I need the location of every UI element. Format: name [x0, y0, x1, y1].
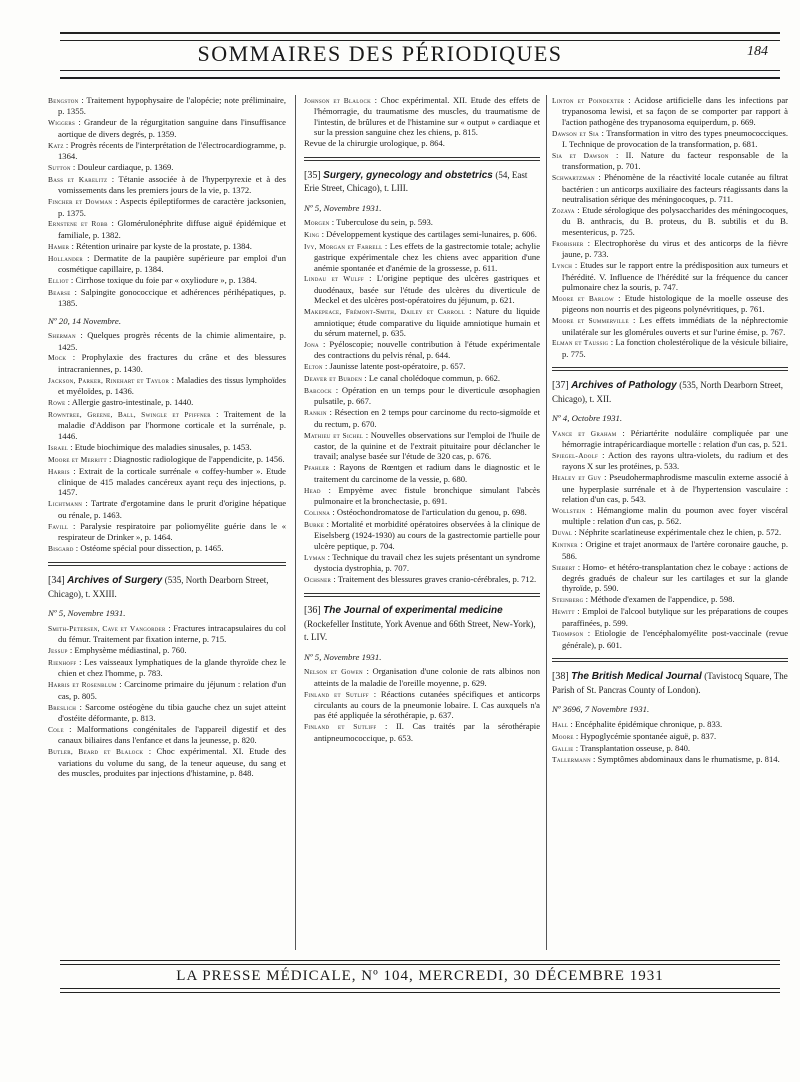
entry-text: Méthode d'examen de l'appendice, p. 598. — [590, 594, 735, 605]
summary-entry: Bearse : Salpingite gonococcique et adhérences périhépatiques, p. 1385. — [48, 286, 286, 309]
entry-text: Douleur cardiaque, p. 1369. — [77, 161, 174, 172]
entry-authors: Ivy, Morgan et Farrell — [304, 241, 383, 251]
entry-text: Traitement des blessures graves cranio-cérébrales, p. 712. — [337, 573, 537, 584]
issue-heading: Nº 5, Novembre 1931. — [304, 202, 382, 213]
entry-text: Traitement de la maladie d'Addison par l'hormone corticale et la surrénale, p. 1446. — [58, 408, 286, 441]
entry-authors: Thompson — [552, 629, 584, 639]
journal-address: (Tavistocq Square, The Parish of St. Pancras County of London). — [552, 671, 788, 695]
footer-rule-bottom — [60, 988, 780, 993]
entry-authors: Linton et Poindexter — [552, 96, 625, 105]
entry-text: Jaunisse latente post-opératoire, p. 657. — [329, 361, 466, 372]
entry-authors: Wollstein — [552, 506, 586, 515]
summary-entry: Favill : Paralysie respiratoire par poliomyélite guérie dans le « respirateur de Drinker », p. 1464. — [48, 520, 286, 542]
entry-authors: Cole — [48, 724, 64, 734]
entry-text: Les vaisseaux lymphatiques de la glande thyroïde chez le chien et chez l'homme, p. 783. — [58, 656, 286, 679]
entry-text: Progrès récents de l'interprétation de l'électrocardiogramme, p. 1364. — [58, 139, 286, 162]
column-3 — [552, 95, 788, 950]
summary-entry: Hollander : Dermatite de la paupière supérieure par emploi d'un cosmétique capillaire, p. 1384. — [48, 252, 286, 275]
entry-authors: Ernstene et Robb — [48, 219, 108, 229]
entry-authors: Zozaya — [552, 206, 575, 216]
entry-authors: Moore — [552, 731, 574, 741]
column-2 — [304, 95, 540, 950]
entry-authors: Wiggers — [48, 118, 76, 128]
summary-entry: King : Développement kystique des cartilages semi-lunaires, p. 606. — [304, 228, 537, 239]
summary-entry: Harris : Extrait de la corticale surrénale « coffey-humber ». Etude clinique de 415 malades cancéreux ayant reçu des injections, p. 1457. — [48, 465, 286, 498]
entry-text: Sarcome ostéogène du tibia gauche chez un sujet atteint d'ostéite déformante, p. 813. — [58, 701, 286, 723]
summary-entry: Smith-Petersen, Cave et Vangorder : Fractures intracapsulaires du col du fémur. Traitement par fixation interne, p. 715. — [48, 622, 286, 645]
summary-entry: Rowe : Allergie gastro-intestinale, p. 1440. — [48, 397, 194, 408]
entry-text: Hémangiome malin du poumon avec foyer viscéral multiple : relation d'un cas, p. 562. — [562, 505, 788, 527]
column-divider — [546, 95, 547, 950]
journal-number: [38] — [552, 671, 569, 683]
entry-text: Technique du travail chez les sujets présentant un syndrome dystocia dystrophia, p. 707. — [314, 551, 540, 574]
summary-entry: Jona : Pyéloscopie; nouvelle contribution à l'étude expérimentale des contractions du pelvis rénal, p. 644. — [304, 338, 540, 361]
entry-authors: Makepeace, Frémont-Smith, Dailey et Carroll — [304, 307, 465, 317]
entry-text: Développement kystique des cartilages semi-lunaires, p. 606. — [326, 228, 537, 239]
journal-address: (535, North Dearborn Street, Chicago), t. XXIII. — [48, 575, 269, 599]
entry-text: Mortalité et morbidité opératoires observées à la clinique de Eiselsberg (1924-1930) au cours de la gastrectomie partielle pour ulcère peptique, p. 704. — [314, 518, 540, 551]
entry-text: Extrait de la corticale surrénale « coffey-humber ». Etude clinique de 415 malades cancéreux ayant reçu des injections, p. 1457. — [58, 465, 286, 498]
journal-heading — [304, 605, 540, 645]
issue-heading: Nº 5, Novembre 1931. — [304, 651, 382, 662]
entry-authors: Dawson et Sia — [552, 128, 600, 138]
summary-entry: Harris et Rosenblum : Carcinome primaire du jéjunum : relation d'un cas, p. 805. — [48, 679, 286, 701]
summary-entry: Lichtmann : Tartrate d'ergotamine dans le prurit d'origine hépatique ou rénale, p. 1463. — [48, 498, 286, 520]
entry-authors: Schwartzman — [552, 173, 595, 183]
page-title: SOMMAIRES DES PÉRIODIQUES — [197, 41, 563, 66]
summary-entry: Sia et Dawson : II. Nature du facteur responsable de la transformation, p. 701. — [552, 150, 788, 172]
summary-entry: Hamer : Rétention urinaire par kyste de la prostate, p. 1384. — [48, 240, 252, 251]
summary-entry: Elliot : Cirrhose toxique du foie par « oxyliodure », p. 1384. — [48, 275, 257, 285]
journal-title: Archives of Pathology — [571, 380, 677, 392]
journal-number: [34] — [48, 575, 65, 587]
summary-entry: Head : Empyème avec fistule bronchique simulant l'abcès pulmonaire et la bronchectasie, p. 691. — [304, 484, 540, 507]
summary-entry: Pfahler : Rayons de Rœntgen et radium dans le diagnostic et le traitement du carcinome de la vessie, p. 680. — [304, 462, 540, 484]
entry-authors: Sia et Dawson — [552, 151, 609, 161]
entry-authors: Breslich — [48, 702, 77, 712]
summary-entry: Hall : Encéphalite épidémique chronique, p. 833. — [552, 718, 723, 729]
entry-authors: Gallie — [552, 743, 574, 753]
summary-entry: Rienhoff : Les vaisseaux lymphatiques de la glande thyroïde chez le chien et chez l'homme, p. 783. — [48, 656, 286, 679]
entry-authors: Smith-Petersen, Cave et Vangorder — [48, 623, 166, 633]
entry-authors: Jona — [304, 339, 319, 349]
summary-entry: Spiegel-Adolf : Action des rayons ultra-violets, du radium et des rayons X sur les protéines, p. 533. — [552, 449, 788, 472]
section-rule — [552, 367, 788, 371]
entry-text: Grandeur de la régurgitation sanguine dans l'insuffisance aortique de divers degrés, p. 1359. — [58, 117, 286, 139]
entry-authors: Johnson et Blalock — [304, 96, 372, 105]
summary-entry: Elton : Jaunisse latente post-opératoire, p. 657. — [304, 361, 466, 372]
entry-text: Réactions cutanées spécifiques et anticorps circulants au cours de la pneumonie lobaire. I. Cas auxquels n'a pas été appliquée la sérothérapie, p. 637. — [314, 688, 540, 721]
summary-entry: Rankin : Résection en 2 temps pour carcinome du recto-sigmoïde et du rectum, p. 670. — [304, 407, 540, 429]
entry-text: Quelques progrès récents de la chimie alimentaire, p. 1425. — [58, 330, 286, 352]
entry-text: Empyème avec fistule bronchique simulant l'abcès pulmonaire et la bronchectasie, p. 691. — [314, 484, 540, 507]
entry-authors: Lindau et Wulff — [304, 274, 364, 284]
summary-entry: Dawson et Sia : Transformation in vitro des types pneumococciques. I. Technique de provocation de la transformation, p. 681. — [552, 127, 788, 150]
summary-entry: Steinberg : Méthode d'examen de l'appendice, p. 598. — [552, 594, 735, 605]
entry-authors: Sherman — [48, 331, 76, 341]
entry-authors: Sutton — [48, 162, 71, 172]
summary-entry: Healey et Guy : Pseudohermaphrodisme masculin externe associé à une hyperplasie surrénale et à de l'hypertension vasculaire : relation d'un cas, p. 543. — [552, 472, 788, 505]
summary-entry: Siebert : Homo- et hétéro-transplantation chez le cobaye : actions de degrés gradués de chaleur sur les cartilages et sur la glande thyroïde, p. 590. — [552, 561, 788, 594]
entry-text: Malformations congénitales de l'appareil digestif et des canaux biliaires dans l'enfance et dans la jeunesse, p. 820. — [58, 723, 286, 746]
entry-text: Symptômes abdominaux dans le rhumatisme, p. 814. — [597, 754, 780, 765]
entry-authors: Mock — [48, 353, 67, 363]
section-rule — [48, 562, 286, 566]
summary-entry: Fincher et Dowman : Aspects épileptiformes de caractère jacksonien, p. 1375. — [48, 196, 286, 218]
issue-heading: Nº 4, Octobre 1931. — [552, 413, 623, 424]
summary-entry: Gallie : Transplantation osseuse, p. 840. — [552, 742, 691, 753]
summary-entry: Jackson, Parker, Rinehart et Taylor : Maladies des tissus lymphoïdes et myéloïdes, p. 1436. — [48, 374, 286, 397]
entry-text: Ostéome spécial pour dissection, p. 1465. — [80, 542, 224, 553]
entry-authors: Rienhoff — [48, 657, 77, 667]
entry-authors: Rowntree, Greene, Ball, Swingle et Pfiffner — [48, 409, 211, 419]
issue-heading: Nº 3696, 7 Novembre 1931. — [552, 704, 650, 715]
summary-entry: Sherman : Quelques progrès récents de la chimie alimentaire, p. 1425. — [48, 330, 286, 352]
summary-entry: Breslich : Sarcome ostéogène du tibia gauche chez un sujet atteint d'ostéite déformante, p. 813. — [48, 701, 286, 723]
summary-entry: Finland et Sutliff : II. Cas traités par la sérothérapie antipneumococcique, p. 653. — [304, 721, 540, 743]
entry-authors: Hewitt — [552, 607, 575, 617]
journal-heading — [304, 169, 540, 196]
summary-entry: Rowntree, Greene, Ball, Swingle et Pfiffner : Traitement de la maladie d'Addison par l'hormone corticale et la surrénale, p. 1446. — [48, 408, 286, 441]
summary-entry: Moore et Barlow : Etude histologique de la moelle osseuse des pigeons non nourris et des pigeons polynévritiques, p. 761. — [552, 292, 788, 315]
entry-text: Nature du liquide amniotique; étude comparative du liquide amniotique humain et du sérum maternel, p. 635. — [314, 306, 540, 338]
entry-text: Néphrite scarlatineuse expérimentale chez le chien, p. 572. — [578, 527, 782, 538]
summary-entry: Finland et Sutliff : Réactions cutanées spécifiques et anticorps circulants au cours de la pneumonie lobaire. I. Cas auxquels n'a pas été appliquée la sérothérapie, p. 637. — [304, 688, 540, 721]
entry-text: Etude sérologique des polysaccharides des méningocoques, du B. anthracis, du B. proteus, du B. subtilis et du B. mesentericus, p. 725. — [562, 205, 788, 237]
entry-text: L'origine peptique des ulcères gastriques et duodénaux, basée sur l'étude des ulcères du diverticule de Meckel et des ulcères post-opératoires du jéjunum, p. 621. — [314, 273, 540, 306]
entry-text: Tartrate d'ergotamine dans le prurit d'origine hépatique ou rénale, p. 1463. — [58, 498, 286, 520]
entry-text: Glomérulonéphrite diffuse aiguë épidémique et familiale, p. 1382. — [58, 218, 286, 240]
entry-text: Les effets de la gastrectomie totale; achylie gastrique expérimentale chez les chiens avec apparition d'une anémie spontanée et d'anémie de la grossesse, p. 611. — [314, 240, 540, 273]
summary-entry: Wollstein : Hémangiome malin du poumon avec foyer viscéral multiple : relation d'un cas, p. 562. — [552, 505, 788, 527]
entry-text: Revue de la chirurgie urologique, p. 864. — [304, 138, 445, 149]
entry-text: Electrophorèse du virus et des anticorps de la fièvre jaune, p. 733. — [562, 237, 788, 260]
summary-entry: Nelson et Gowen : Organisation d'une colonie de rats albinos non atteints de la maladie de l'oreille moyenne, p. 629. — [304, 666, 540, 688]
entry-text: Hypoglycémie spontanée aiguë, p. 837. — [580, 730, 717, 741]
entry-text: Transformation in vitro des types pneumococciques. I. Technique de provocation de la transformation, p. 681. — [562, 127, 788, 150]
entry-text: Opération en un temps pour le diverticule œsophagien pulsatile, p. 667. — [314, 385, 540, 407]
journal-title: The Journal of experimental medicine — [323, 605, 503, 617]
entry-authors: Lyman — [304, 552, 326, 562]
summary-entry: Elman et Taussig : La fonction cholestérolique de la vésicule biliaire, p. 775. — [552, 337, 788, 359]
journal-heading — [552, 379, 788, 406]
issue-heading: Nº 20, 14 Novembre. — [48, 315, 122, 326]
footer-rule-top — [60, 960, 780, 965]
entry-text: Choc expérimental. XII. Etude des effets de l'hémorragie, du traumatisme des muscles, du traumatisme de l'intestin, de brûlures et de l'histamine sur « output » cardiaque et sur la pression sanguine chez les chiens, p. 815. — [314, 95, 540, 138]
section-rule — [304, 593, 540, 597]
summary-entry: Katz : Progrès récents de l'interprétation de l'électrocardiogramme, p. 1364. — [48, 139, 286, 162]
entry-text: Encéphalite épidémique chronique, p. 833. — [574, 718, 723, 729]
journal-address: (54, East Erie Street, Chicago), t. LIII. — [304, 169, 528, 194]
entry-authors: Elton — [304, 362, 323, 372]
entry-authors: Moore et Summerville — [552, 316, 629, 326]
entry-text: Phénomène de la réactivité locale cutanée au filtrat bactérien : un anticorps auxiliaire des facteurs réagissants dans la neutralisation sérique des méningocoques, p. 711. — [562, 172, 788, 205]
entry-authors: Bengston — [48, 96, 79, 105]
entry-authors: Head — [304, 485, 321, 495]
entry-text: Traitement hypophysaire de l'alopécie; note préliminaire, p. 1355. — [58, 95, 286, 117]
header-rule-bottom — [60, 70, 780, 79]
entry-text: Prophylaxie des fractures du crâne et des blessures intracraniennes, p. 1430. — [58, 352, 286, 374]
entry-text: Action des rayons ultra-violets, du radium et des rayons X sur les protéines, p. 533. — [562, 449, 788, 472]
entry-authors: Lichtmann — [48, 499, 83, 509]
journal-heading — [48, 574, 286, 601]
summary-entry: Ivy, Morgan et Farrell : Les effets de la gastrectomie totale; achylie gastrique expérimentale chez les chiens avec apparition d'une anémie spontanée et d'anémie de la grossesse, p. 611. — [304, 240, 540, 273]
summary-entry: Moore et Summerville : Les effets immédiats de la néphrectomie unilatérale sur les glomérules ouverts et sur l'urine émise, p. 767. — [552, 315, 788, 337]
section-rule — [552, 658, 788, 662]
footer-title: LA PRESSE MÉDICALE, Nº 104, MERCREDI, 30 DÉCEMBRE 1931 — [176, 968, 664, 984]
entry-authors: Harris et Rosenblum — [48, 680, 117, 690]
entry-text: Etude biochimique des maladies sinusales, p. 1453. — [74, 441, 252, 452]
entry-authors: Deaver et Burden — [304, 374, 363, 384]
entry-text: Acidose artificielle dans les infections par trypanosoma lewisi, et sa façon de se comporter par rapport à l'action pathogène des trypanosoma equiperdum, p. 669. — [562, 95, 788, 127]
summary-entry: Jessup : Emphysème médiastinal, p. 760. — [48, 644, 187, 655]
summary-entry: Makepeace, Frémont-Smith, Dailey et Carroll : Nature du liquide amniotique; étude comparative du liquide amniotique humain et du sérum maternel, p. 635. — [304, 306, 540, 338]
entry-authors: Fincher et Dowman — [48, 197, 113, 207]
entry-text: Salpingite gonococcique et adhérences périhépatiques, p. 1385. — [58, 286, 286, 309]
entry-authors: Rankin — [304, 408, 327, 418]
entry-text: Etude histologique de la moelle osseuse des pigeons non nourris et des pigeons polynévritiques, p. 761. — [562, 292, 788, 315]
summary-entry: Lyman : Technique du travail chez les sujets présentant un syndrome dystocia dystrophia, p. 707. — [304, 551, 540, 574]
summary-entry: Mathieu et Sichel : Nouvelles observations sur l'emploi de l'huile de castor, de la quinine et de l'extrait pituitaire pour déclancher le travail; analyse basée sur l'étude de 320 cas, p. 676. — [304, 429, 540, 462]
entry-authors: Ochsner — [304, 574, 332, 584]
entry-authors: Nelson et Gowen — [304, 667, 363, 677]
entry-text: Rayons de Rœntgen et radium dans le diagnostic et le traitement du carcinome de la vessie, p. 680. — [314, 462, 540, 484]
entry-text: II. Cas traités par la sérothérapie antipneumococcique, p. 653. — [314, 721, 540, 743]
entry-text: La fonction cholestérolique de la vésicule biliaire, p. 775. — [562, 337, 788, 359]
entry-authors: Mathieu et Sichel — [304, 430, 364, 440]
entry-authors: Bass et Karelitz — [48, 174, 108, 184]
entry-text: Allergie gastro-intestinale, p. 1440. — [71, 397, 194, 408]
entry-authors: Lynch — [552, 261, 573, 271]
summary-entry: Wiggers : Grandeur de la régurgitation sanguine dans l'insuffisance aortique de divers degrés, p. 1359. — [48, 117, 286, 139]
journal-title: The British Medical Journal — [571, 671, 702, 683]
summary-entry: Burke : Mortalité et morbidité opératoires observées à la clinique de Eiselsberg (1924-1930) au cours de la gastrectomie partielle pour ulcère peptique, p. 704. — [304, 518, 540, 551]
entry-text: Aspects épileptiformes de caractère jacksonien, p. 1375. — [58, 196, 286, 218]
summary-entry: Ernstene et Robb : Glomérulonéphrite diffuse aiguë épidémique et familiale, p. 1382. — [48, 218, 286, 240]
entry-text: Organisation d'une colonie de rats albinos non atteints de la maladie de l'oreille moyenne, p. 629. — [314, 666, 540, 688]
entry-text: Nouvelles observations sur l'emploi de l'huile de castor, de la quinine et de l'extrait pituitaire pour déclancher le travail; analyse basée sur l'étude de 320 cas, p. 676. — [314, 429, 540, 462]
entry-authors: Kintner — [552, 540, 578, 550]
entry-text: Maladies des tissus lymphoïdes et myéloïdes, p. 1436. — [58, 374, 286, 397]
summary-entry: Thompson : Etiologie de l'encéphalomyélite post-vaccinale (revue générale), p. 601. — [552, 628, 788, 650]
entry-authors: Hollander — [48, 253, 83, 263]
summary-entry: Kintner : Origine et trajet anormaux de l'artère coronaire gauche, p. 586. — [552, 539, 788, 561]
entry-authors: Israel — [48, 442, 69, 452]
entry-authors: Vance et Graham — [552, 428, 617, 438]
entry-authors: Moore et Barlow — [552, 293, 614, 303]
journal-address: (535, North Dearborn Street, Chicago), t. XII. — [552, 380, 783, 404]
journal-address: (Rockefeller Institute, York Avenue and 66th Street, New-York), t. LIV. — [304, 618, 536, 643]
page-number: 184 — [747, 44, 768, 59]
entry-text: Transplantation osseuse, p. 840. — [580, 742, 691, 753]
summary-entry: Bengston : Traitement hypophysaire de l'alopécie; note préliminaire, p. 1355. — [48, 95, 286, 117]
entry-authors: Babcock — [304, 386, 332, 396]
summary-entry: Hewitt : Emploi de l'alcool butylique sur les préparations de coupes paraffinées, p. 599. — [552, 606, 788, 628]
summary-entry — [304, 138, 540, 148]
entry-authors: Finland et Sutliff — [304, 689, 369, 699]
summary-entry: Tallermann : Symptômes abdominaux dans le rhumatisme, p. 814. — [552, 754, 780, 765]
entry-text: Homo- et hétéro-transplantation chez le cobaye : actions de degrés gradués de chaleur sur les cartilages et sur la glande thyroïde, p. 590. — [562, 561, 788, 594]
journal-title: Archives of Surgery — [67, 575, 163, 587]
entry-text: Origine et trajet anormaux de l'artère coronaire gauche, p. 586. — [562, 539, 788, 561]
entry-authors: Hamer — [48, 241, 70, 251]
entry-authors: Frobisher — [552, 238, 584, 248]
entry-authors: Butler, Beard et Blalock — [48, 747, 144, 757]
entry-text: Paralysie respiratoire par poliomyélite guérie dans le « respirateur de Drinker », p. 1464. — [58, 520, 286, 542]
column-1 — [48, 95, 286, 950]
entry-authors: Pfahler — [304, 463, 330, 473]
entry-text: Fractures intracapsulaires du col du fémur. Traitement par fixation interne, p. 715. — [58, 622, 286, 645]
summary-entry: Linton et Poindexter : Acidose artificielle dans les infections par trypanosoma lewisi, et sa façon de se comporter par rapport à l'action pathogène des trypanosoma equiperdum, p. 669. — [552, 95, 788, 127]
summary-entry: Babcock : Opération en un temps pour le diverticule œsophagien pulsatile, p. 667. — [304, 385, 540, 407]
entry-authors: King — [304, 229, 320, 239]
summary-entry: Duval : Néphrite scarlatineuse expérimentale chez le chien, p. 572. — [552, 527, 782, 538]
entry-authors: Harris — [48, 466, 70, 476]
entry-text: Emploi de l'alcool butylique sur les préparations de coupes paraffinées, p. 599. — [562, 606, 788, 628]
entry-text: Carcinome primaire du jéjunum : relation d'un cas, p. 805. — [58, 679, 286, 701]
summary-entry: Bass et Karelitz : Tétanie associée à de l'hyperpyrexie et à des vomissements dans les premiers jours de la vie, p. 1372. — [48, 173, 286, 196]
entry-authors: Steinberg — [552, 595, 584, 605]
entry-text: Pyéloscopie; nouvelle contribution à l'étude expérimentale des contractions du pelvis rénal, p. 644. — [314, 338, 540, 361]
entry-authors: Burke — [304, 519, 325, 529]
entry-text: Etudes sur le rapport entre la prédisposition aux tumeurs et l'hérédité. V. Influence de l'hérédité sur la fréquence du cancer pulmonaire chez la souris, p. 747. — [562, 260, 788, 292]
column-divider — [295, 95, 296, 950]
entry-text: Les effets immédiats de la néphrectomie unilatérale sur les glomérules ouverts et sur l'urine émise, p. 767. — [562, 315, 788, 337]
entry-authors: Jessup — [48, 645, 68, 655]
summary-entry: Sutton : Douleur cardiaque, p. 1369. — [48, 161, 174, 172]
entry-authors: Elman et Taussig — [552, 338, 609, 348]
issue-heading: Nº 5, Novembre 1931. — [48, 608, 126, 619]
summary-entry: Frobisher : Electrophorèse du virus et des anticorps de la fièvre jaune, p. 733. — [552, 237, 788, 260]
summary-entry: Bisgard : Ostéome spécial pour dissection, p. 1465. — [48, 542, 224, 553]
entry-text: Résection en 2 temps pour carcinome du recto-sigmoïde et du rectum, p. 670. — [314, 407, 540, 429]
entry-text: Tuberculose du sein, p. 593. — [336, 216, 433, 227]
entry-text: Diagnostic radiologique de l'appendicite, p. 1456. — [113, 453, 285, 464]
section-rule — [304, 157, 540, 161]
summary-entry: Johnson et Blalock : Choc expérimental. XII. Etude des effets de l'hémorragie, du traumatisme des muscles, du traumatisme de l'intestin, de brûlures et de l'histamine sur « output » cardiaque et sur la pression sanguine chez les chiens, p. 815. — [304, 95, 540, 138]
entry-authors: Healey et Guy — [552, 473, 602, 483]
journal-number: [36] — [304, 605, 321, 617]
entry-text: Périartérite noduláire compliquée par une hémorragie intrapéricardiaque mortelle : relation d'un cas, p. 521. — [562, 427, 788, 450]
entry-authors: Rowe — [48, 398, 66, 408]
summary-entry: Deaver et Burden : Le canal cholédoque commun, p. 662. — [304, 373, 501, 384]
entry-text: II. Nature du facteur responsable de la transformation, p. 701. — [562, 150, 788, 172]
entry-authors: Elliot — [48, 276, 69, 285]
journal-number: [37] — [552, 380, 569, 392]
entry-authors: Favill — [48, 521, 69, 531]
journal-title: Surgery, gynecology and obstetrics — [323, 169, 493, 181]
entry-authors: Tallermann — [552, 755, 591, 765]
journal-number: [35] — [304, 169, 321, 181]
summary-entry: Vance et Graham : Périartérite noduláire compliquée par une hémorragie intrapéricardiaque mortelle : relation d'un cas, p. 521. — [552, 427, 788, 450]
entry-authors: Colinna — [304, 508, 331, 517]
entry-text: Ostéochondromatose de l'articulation du genou, p. 698. — [336, 507, 527, 517]
entry-authors: Spiegel-Adolf — [552, 450, 599, 460]
entry-authors: Hall — [552, 719, 569, 729]
entry-authors: Siebert — [552, 562, 576, 572]
entry-text: Etiologie de l'encéphalomyélite post-vaccinale (revue générale), p. 601. — [562, 628, 788, 650]
entry-authors: Bisgard — [48, 543, 74, 553]
summary-entry: Israel : Etude biochimique des maladies sinusales, p. 1453. — [48, 441, 252, 452]
entry-text: Emphysème médiastinal, p. 760. — [74, 644, 187, 655]
summary-entry: Zozaya : Etude sérologique des polysaccharides des méningocoques, du B. anthracis, du B. proteus, du B. subtilis et du B. mesentericus, p. 725. — [552, 205, 788, 237]
journal-heading — [552, 670, 788, 697]
entry-text: Pseudohermaphrodisme masculin externe associé à une hyperplasie surrénale et à de l'hypertension vasculaire : relation d'un cas, p. 543. — [562, 472, 788, 505]
entry-text: Tétanie associée à de l'hyperpyrexie et à des vomissements dans les premiers jours de la vie, p. 1372. — [58, 173, 286, 196]
summary-entry: Moore et Merritt : Diagnostic radiologique de l'appendicite, p. 1456. — [48, 453, 285, 464]
summary-entry: Mock : Prophylaxie des fractures du crâne et des blessures intracraniennes, p. 1430. — [48, 352, 286, 374]
entry-text: Dermatite de la paupière supérieure par emploi d'un cosmétique capillaire, p. 1384. — [58, 252, 286, 275]
summary-entry: Ochsner : Traitement des blessures graves cranio-cérébrales, p. 712. — [304, 573, 537, 584]
summary-entry: Colinna : Ostéochondromatose de l'articulation du genou, p. 698. — [304, 507, 527, 517]
summary-entry: Lynch : Etudes sur le rapport entre la prédisposition aux tumeurs et l'hérédité. V. Influence de l'hérédité sur la fréquence du cancer pulmonaire chez la souris, p. 747. — [552, 260, 788, 292]
entry-authors: Finland et Sutliff — [304, 722, 377, 732]
summary-entry: Cole : Malformations congénitales de l'appareil digestif et des canaux biliaires dans l'enfance et dans la jeunesse, p. 820. — [48, 723, 286, 746]
summary-entry: Schwartzman : Phénomène de la réactivité locale cutanée au filtrat bactérien : un anticorps auxiliaire des facteurs réagissants dans la neutralisation sérique des méningocoques, p. 711. — [552, 172, 788, 205]
entry-text: Rétention urinaire par kyste de la prostate, p. 1384. — [75, 240, 252, 251]
entry-text: Le canal cholédoque commun, p. 662. — [368, 373, 501, 384]
entry-authors: Jackson, Parker, Rinehart et Taylor — [48, 375, 170, 385]
summary-entry: Morgen : Tuberculose du sein, p. 593. — [304, 216, 433, 227]
entry-authors: Morgen — [304, 217, 330, 227]
summary-entry: Moore : Hypoglycémie spontanée aiguë, p. 837. — [552, 730, 717, 741]
entry-authors: Duval — [552, 528, 573, 538]
summary-entry: Lindau et Wulff : L'origine peptique des ulcères gastriques et duodénaux, basée sur l'étude des ulcères du diverticule de Meckel et des ulcères post-opératoires du jéjunum, p. 621. — [304, 273, 540, 306]
entry-authors: Moore et Merritt — [48, 454, 107, 464]
entry-authors: Katz — [48, 140, 64, 150]
entry-text: Choc expérimental. XI. Etude des variations du volume du sang, de la teneur aqueuse, du sang et des muscles, produites par injections d'histamine, p. 848. — [58, 746, 286, 778]
summary-entry: Butler, Beard et Blalock : Choc expérimental. XI. Etude des variations du volume du sang, de la teneur aqueuse, du sang et des muscles, produites par injections d'histamine, p. 848. — [48, 746, 286, 778]
entry-authors: Bearse — [48, 287, 71, 297]
entry-text: Cirrhose toxique du foie par « oxyliodure », p. 1384. — [75, 275, 257, 285]
